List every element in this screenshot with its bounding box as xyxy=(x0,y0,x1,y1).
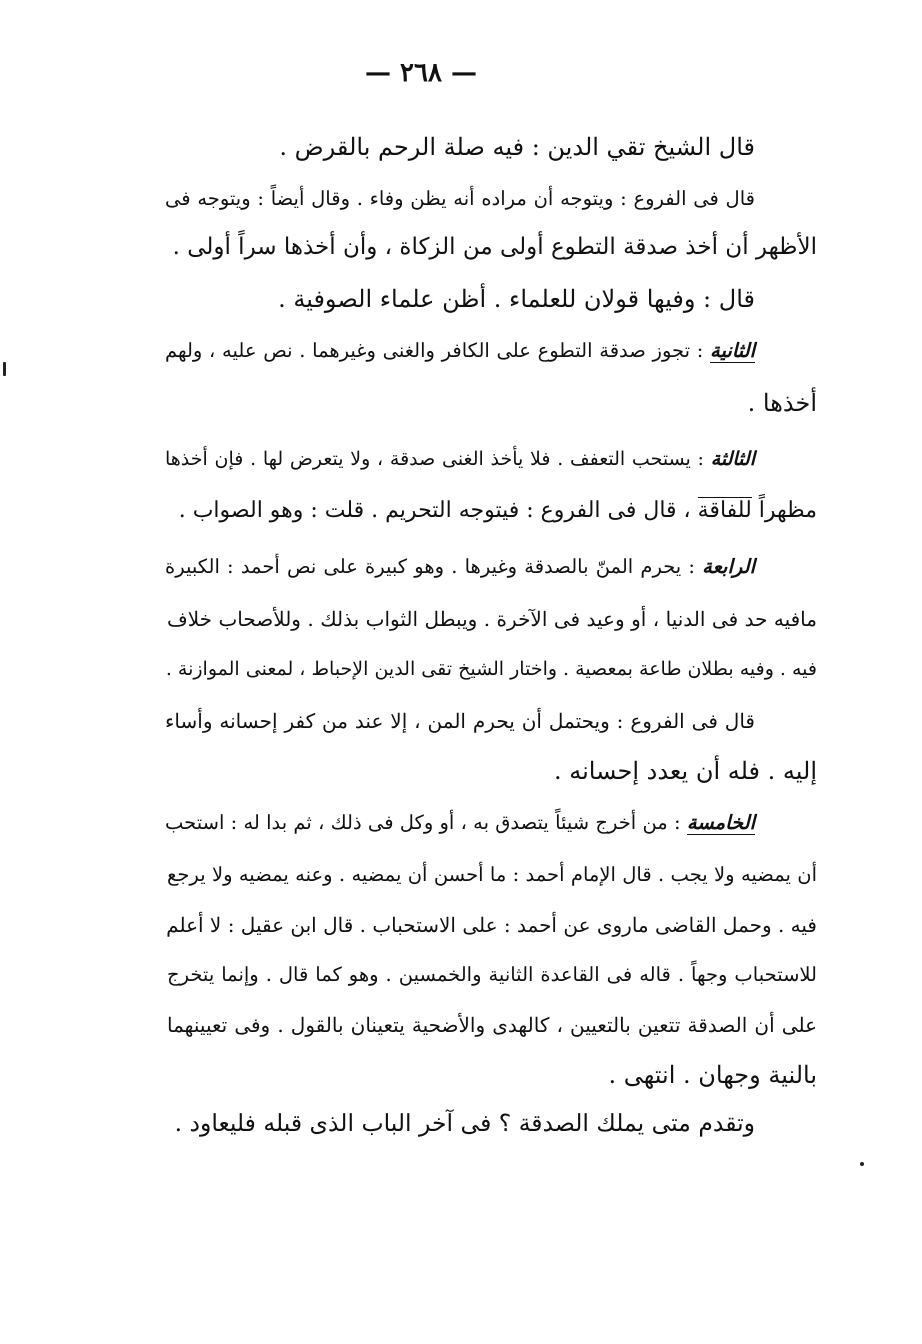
ink-speck xyxy=(860,1162,864,1166)
text-line-9-body: : يحرم المنّ بالصدقة وغيرها . وهو كبيرة على نص أحمد : الكبيرة xyxy=(165,555,703,578)
rule-heading-fourth: الرابعة xyxy=(702,555,755,578)
text-line-2: قال فى الفروع : ويتوجه أن مراده أنه يظن وفاء . وقال أيضاً : ويتوجه فى xyxy=(165,187,755,210)
text-line-19: بالنية وجهان . انتهى . xyxy=(608,1061,817,1089)
rule-heading-second: الثانية xyxy=(710,339,755,362)
text-line-14-body: : من أخرج شيئاً يتصدق به ، أو وكل فى ذلك ، ثم بدا له : استحب xyxy=(165,811,687,834)
text-line-15: أن يمضيه ولا يجب . قال الإمام أحمد : ما أحسن أن يمضيه . وعنه يمضيه ولا يرجع xyxy=(167,863,817,886)
text-line-18: على أن الصدقة تتعين بالتعيين ، كالهدى والأضحية يتعينان بالقول . وفى تعيينهما xyxy=(167,1013,817,1037)
text-line-3: الأظهر أن أخذ صدقة التطوع أولى من الزكاة ، وأن أخذها سراً أولى . xyxy=(172,234,817,260)
text-line-7-body: : يستحب التعفف . فلا يأخذ الغنى صدقة ، ولا يتعرض لها . فإن أخذها xyxy=(165,448,711,470)
text-line-8-overlined: للفاقة xyxy=(697,498,752,523)
text-line-1: قال الشيخ تقي الدين : فيه صلة الرحم بالقرض . xyxy=(279,133,755,161)
text-line-4: قال : وفيها قولان للعلماء . أظن علماء الصوفية . xyxy=(278,285,755,313)
text-line-6: أخذها . xyxy=(747,389,817,417)
text-line-9 xyxy=(165,544,755,590)
text-line-10: مافيه حد فى الدنيا ، أو وعيد فى الآخرة . ويبطل الثواب بذلك . وللأصحاب خلاف xyxy=(167,607,817,631)
text-line-11: فيه . وفيه بطلان طاعة بمعصية . واختار الشيخ تقى الدين الإحباط ، لمعنى الموازنة . xyxy=(165,658,817,680)
text-line-14 xyxy=(165,800,755,846)
text-line-5 xyxy=(165,328,755,374)
text-line-17: للاستحباب وجهاً . قاله فى القاعدة الثانية والخمسين . وهو كما قال . وإنما يتخرج xyxy=(167,963,817,986)
text-line-16: فيه . وحمل القاضى ماروى عن أحمد : على الاستحباب . قال ابن عقيل : لا أعلم xyxy=(166,913,817,937)
text-line-20: وتقدم متى يملك الصدقة ؟ فى آخر الباب الذى قبله فليعاود . xyxy=(174,1109,755,1137)
text-line-7 xyxy=(165,436,755,482)
text-line-13: إليه . فله أن يعدد إحسانه . xyxy=(553,757,817,785)
page-number: — ٢٦٨ — xyxy=(364,58,478,88)
rule-heading-fifth: الخامسة xyxy=(686,811,755,834)
text-line-8-start: مظهراً xyxy=(751,498,817,523)
text-line-8 xyxy=(167,488,817,534)
text-line-12: قال فى الفروع : ويحتمل أن يحرم المن ، إلا عند من كفر إحسانه وأساء xyxy=(165,709,755,733)
scan-edge-mark xyxy=(3,362,6,376)
text-line-5-body: : تجوز صدقة التطوع على الكافر والغنى وغيرهما . نص عليه ، ولهم xyxy=(165,339,711,362)
rule-heading-third: الثالثة xyxy=(710,448,755,470)
text-line-8-end: ، قال فى الفروع : فيتوجه التحريم . قلت : وهو الصواب . xyxy=(178,498,698,523)
